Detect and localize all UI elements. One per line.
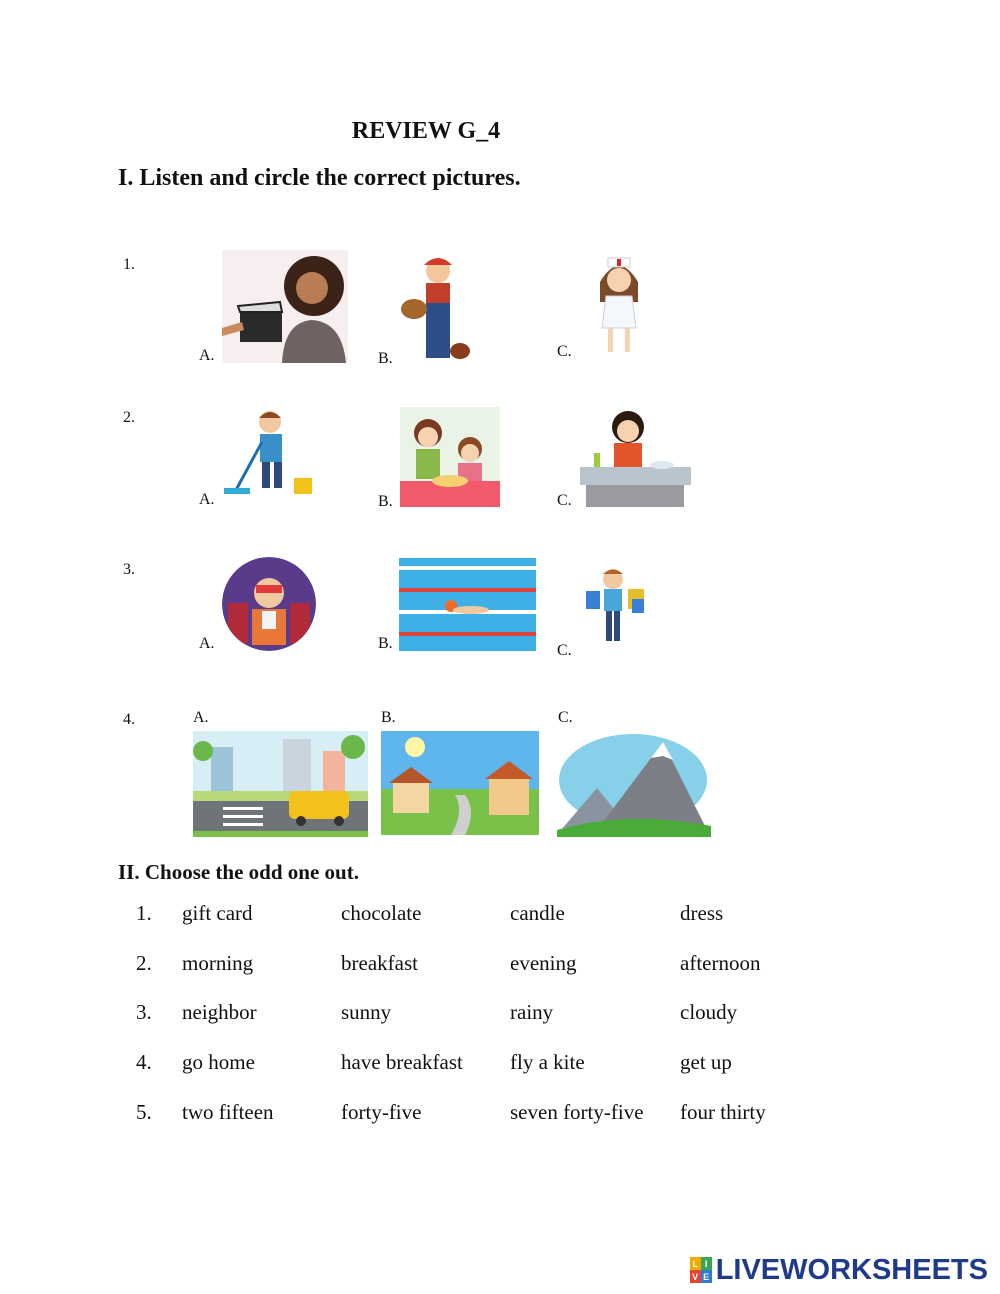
picture-q3-b[interactable] <box>399 558 536 651</box>
row-number: 4. <box>136 1050 152 1074</box>
word-option[interactable]: gift card <box>182 901 253 925</box>
word-option[interactable]: evening <box>510 951 577 975</box>
option-letter: A. <box>193 709 209 726</box>
word-option[interactable]: neighbor <box>182 1000 257 1024</box>
page-title: REVIEW G_4 <box>351 118 501 144</box>
option-letter: A. <box>199 347 215 364</box>
picture-q2-a[interactable] <box>222 406 316 498</box>
question-number: 3. <box>123 561 135 578</box>
picture-q4-c[interactable] <box>557 730 711 837</box>
word-option[interactable]: chocolate <box>341 901 422 925</box>
option-letter: B. <box>378 493 393 510</box>
word-option[interactable]: cloudy <box>680 1000 738 1024</box>
badge-letter: V <box>690 1270 701 1283</box>
word-option[interactable]: fly a kite <box>510 1050 585 1074</box>
option-letter: A. <box>199 635 215 652</box>
picture-q1-c[interactable] <box>592 254 646 358</box>
logo-badge-icon <box>690 1257 712 1283</box>
row-number: 3. <box>136 1000 152 1024</box>
logo-text: LIVEWORKSHEETS <box>715 1253 988 1286</box>
picture-q4-b[interactable] <box>381 731 539 835</box>
word-option[interactable]: two fifteen <box>182 1100 274 1124</box>
badge-letter: I <box>701 1257 712 1270</box>
section1-heading: I. Listen and circle the correct pictures. <box>118 165 521 191</box>
word-option[interactable]: seven forty-five <box>510 1100 644 1124</box>
picture-q2-b[interactable] <box>400 407 500 507</box>
picture-q3-a[interactable] <box>222 557 316 651</box>
option-letter: B. <box>378 635 393 652</box>
word-option[interactable]: dress <box>680 901 724 925</box>
badge-letter: E <box>701 1270 712 1283</box>
option-letter: C. <box>557 642 572 659</box>
option-letter: B. <box>378 350 393 367</box>
word-option[interactable]: have breakfast <box>341 1050 463 1074</box>
picture-q4-a[interactable] <box>193 731 368 837</box>
picture-q1-a[interactable] <box>222 250 348 363</box>
picture-q2-c[interactable] <box>580 405 691 507</box>
row-number: 1. <box>136 901 152 925</box>
word-option[interactable]: go home <box>182 1050 255 1074</box>
section2-heading: II. Choose the odd one out. <box>118 860 359 884</box>
liveworksheets-logo <box>690 1252 988 1288</box>
word-option[interactable]: afternoon <box>680 951 761 975</box>
option-letter: C. <box>557 492 572 509</box>
badge-letter: L <box>690 1257 701 1270</box>
word-option[interactable]: rainy <box>510 1000 554 1024</box>
option-letter: C. <box>558 709 573 726</box>
question-number: 1. <box>123 256 135 273</box>
picture-q3-c[interactable] <box>578 565 648 650</box>
word-option[interactable]: sunny <box>341 1000 392 1024</box>
row-number: 2. <box>136 951 152 975</box>
word-option[interactable]: breakfast <box>341 951 418 975</box>
option-letter: B. <box>381 709 396 726</box>
option-letter: C. <box>557 343 572 360</box>
question-number: 2. <box>123 409 135 426</box>
option-letter: A. <box>199 491 215 508</box>
word-option[interactable]: candle <box>510 901 565 925</box>
word-option[interactable]: morning <box>182 951 254 975</box>
row-number: 5. <box>136 1100 152 1124</box>
word-option[interactable]: get up <box>680 1050 732 1074</box>
question-number: 4. <box>123 711 135 728</box>
picture-q1-b[interactable] <box>400 253 476 363</box>
word-option[interactable]: four thirty <box>680 1100 766 1124</box>
word-option[interactable]: forty-five <box>341 1100 422 1124</box>
